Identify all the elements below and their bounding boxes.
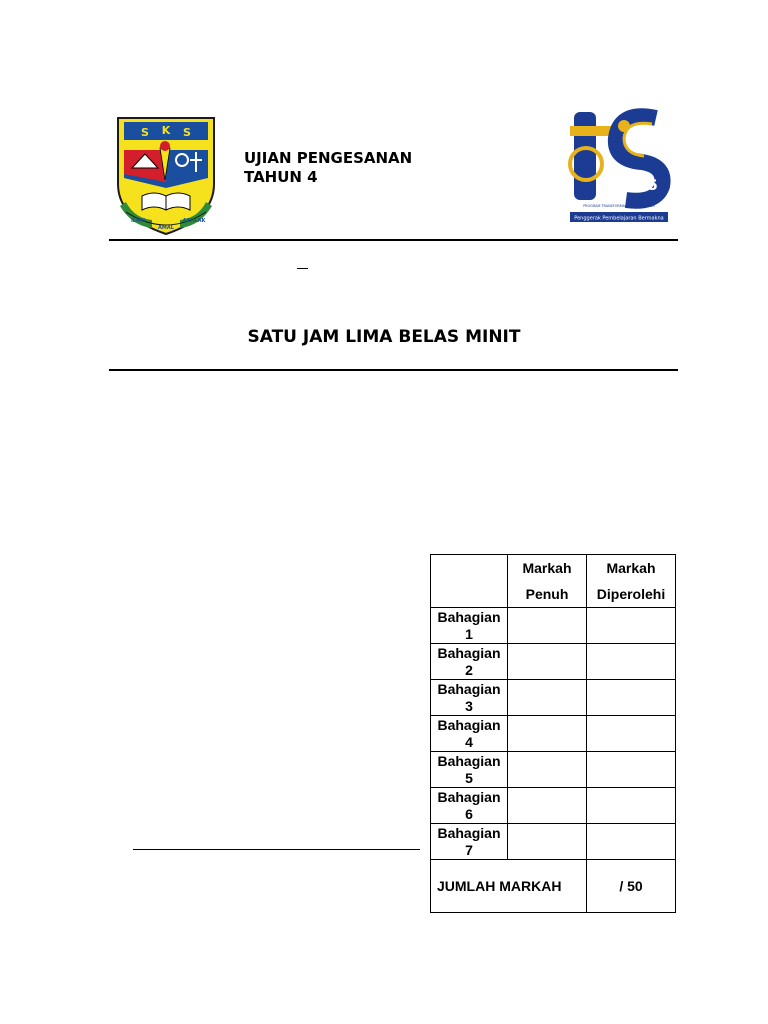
crest-motto-1: ILMU bbox=[130, 218, 146, 224]
full-marks-cell[interactable] bbox=[508, 680, 587, 716]
ts-logo-number: 25 bbox=[638, 178, 658, 194]
part-word: Bahagian bbox=[437, 752, 501, 769]
obtained-marks-cell[interactable] bbox=[587, 608, 676, 644]
part-word: Bahagian bbox=[437, 608, 501, 625]
table-row bbox=[431, 824, 676, 860]
full-marks-cell[interactable] bbox=[508, 608, 587, 644]
part-number: 1 bbox=[465, 625, 473, 642]
header-obtained-marks-line2: Diperolehi bbox=[596, 586, 666, 602]
part-number: 2 bbox=[465, 661, 473, 678]
part-label bbox=[431, 788, 508, 824]
table-row bbox=[431, 644, 676, 680]
table-row bbox=[431, 608, 676, 644]
full-marks-cell[interactable] bbox=[508, 824, 587, 860]
part-word: Bahagian bbox=[437, 644, 501, 661]
part-number: 5 bbox=[465, 769, 473, 786]
part-label bbox=[431, 824, 508, 860]
part-number: 6 bbox=[465, 805, 473, 822]
obtained-marks-cell[interactable] bbox=[587, 824, 676, 860]
header-blank-cell bbox=[431, 555, 508, 608]
total-value[interactable]: / 50 bbox=[587, 860, 676, 913]
part-word: Bahagian bbox=[437, 680, 501, 697]
part-label bbox=[431, 752, 508, 788]
obtained-marks-cell[interactable] bbox=[587, 752, 676, 788]
full-marks-cell[interactable] bbox=[508, 752, 587, 788]
part-number: 3 bbox=[465, 697, 473, 714]
header-obtained-marks bbox=[587, 555, 676, 608]
header-full-marks-line1: Markah bbox=[522, 560, 572, 576]
marks-table bbox=[430, 554, 676, 913]
part-number: 7 bbox=[465, 841, 473, 858]
table-row bbox=[431, 716, 676, 752]
full-marks-cell[interactable] bbox=[508, 644, 587, 680]
part-word: Bahagian bbox=[437, 824, 501, 841]
exam-duration: SATU JAM LIMA BELAS MINIT bbox=[247, 327, 521, 347]
name-line bbox=[133, 849, 420, 850]
header-full-marks bbox=[508, 555, 587, 608]
header-obtained-marks-line1: Markah bbox=[606, 560, 656, 576]
crest-initial-2: K bbox=[161, 124, 171, 137]
ts25-logo bbox=[566, 108, 672, 226]
duration-divider bbox=[109, 369, 678, 371]
header-divider bbox=[109, 239, 678, 241]
part-word: Bahagian bbox=[437, 788, 501, 805]
ts-logo-caption: PROGRAM TRANSFORMASI SEKOLAH 2025 bbox=[583, 204, 655, 208]
blank-dash bbox=[297, 268, 308, 269]
year-level: TAHUN 4 bbox=[244, 168, 318, 186]
crest-initial-3: S bbox=[183, 126, 191, 139]
exam-title: UJIAN PENGESANAN bbox=[244, 149, 413, 167]
obtained-marks-cell[interactable] bbox=[587, 680, 676, 716]
obtained-marks-cell[interactable] bbox=[587, 716, 676, 752]
crest-initial-1: S bbox=[141, 126, 149, 139]
part-number: 4 bbox=[465, 733, 473, 750]
marks-table-header bbox=[431, 555, 676, 608]
total-label: JUMLAH MARKAH bbox=[431, 860, 587, 913]
table-row bbox=[431, 788, 676, 824]
crest-motto-3: AKHLAK bbox=[182, 218, 206, 224]
obtained-marks-cell[interactable] bbox=[587, 644, 676, 680]
obtained-marks-cell[interactable] bbox=[587, 788, 676, 824]
school-crest-logo bbox=[112, 110, 220, 236]
full-marks-cell[interactable] bbox=[508, 788, 587, 824]
table-row bbox=[431, 752, 676, 788]
header-full-marks-line2: Penuh bbox=[525, 586, 569, 602]
full-marks-cell[interactable] bbox=[508, 716, 587, 752]
ts-logo-tagline: Penggerak Pembelajaran Bermakna bbox=[574, 215, 664, 222]
part-label bbox=[431, 680, 508, 716]
part-label bbox=[431, 608, 508, 644]
part-label bbox=[431, 716, 508, 752]
crest-motto-2: AMAL bbox=[158, 225, 174, 231]
total-row bbox=[431, 860, 676, 913]
table-row bbox=[431, 680, 676, 716]
part-word: Bahagian bbox=[437, 716, 501, 733]
part-label bbox=[431, 644, 508, 680]
